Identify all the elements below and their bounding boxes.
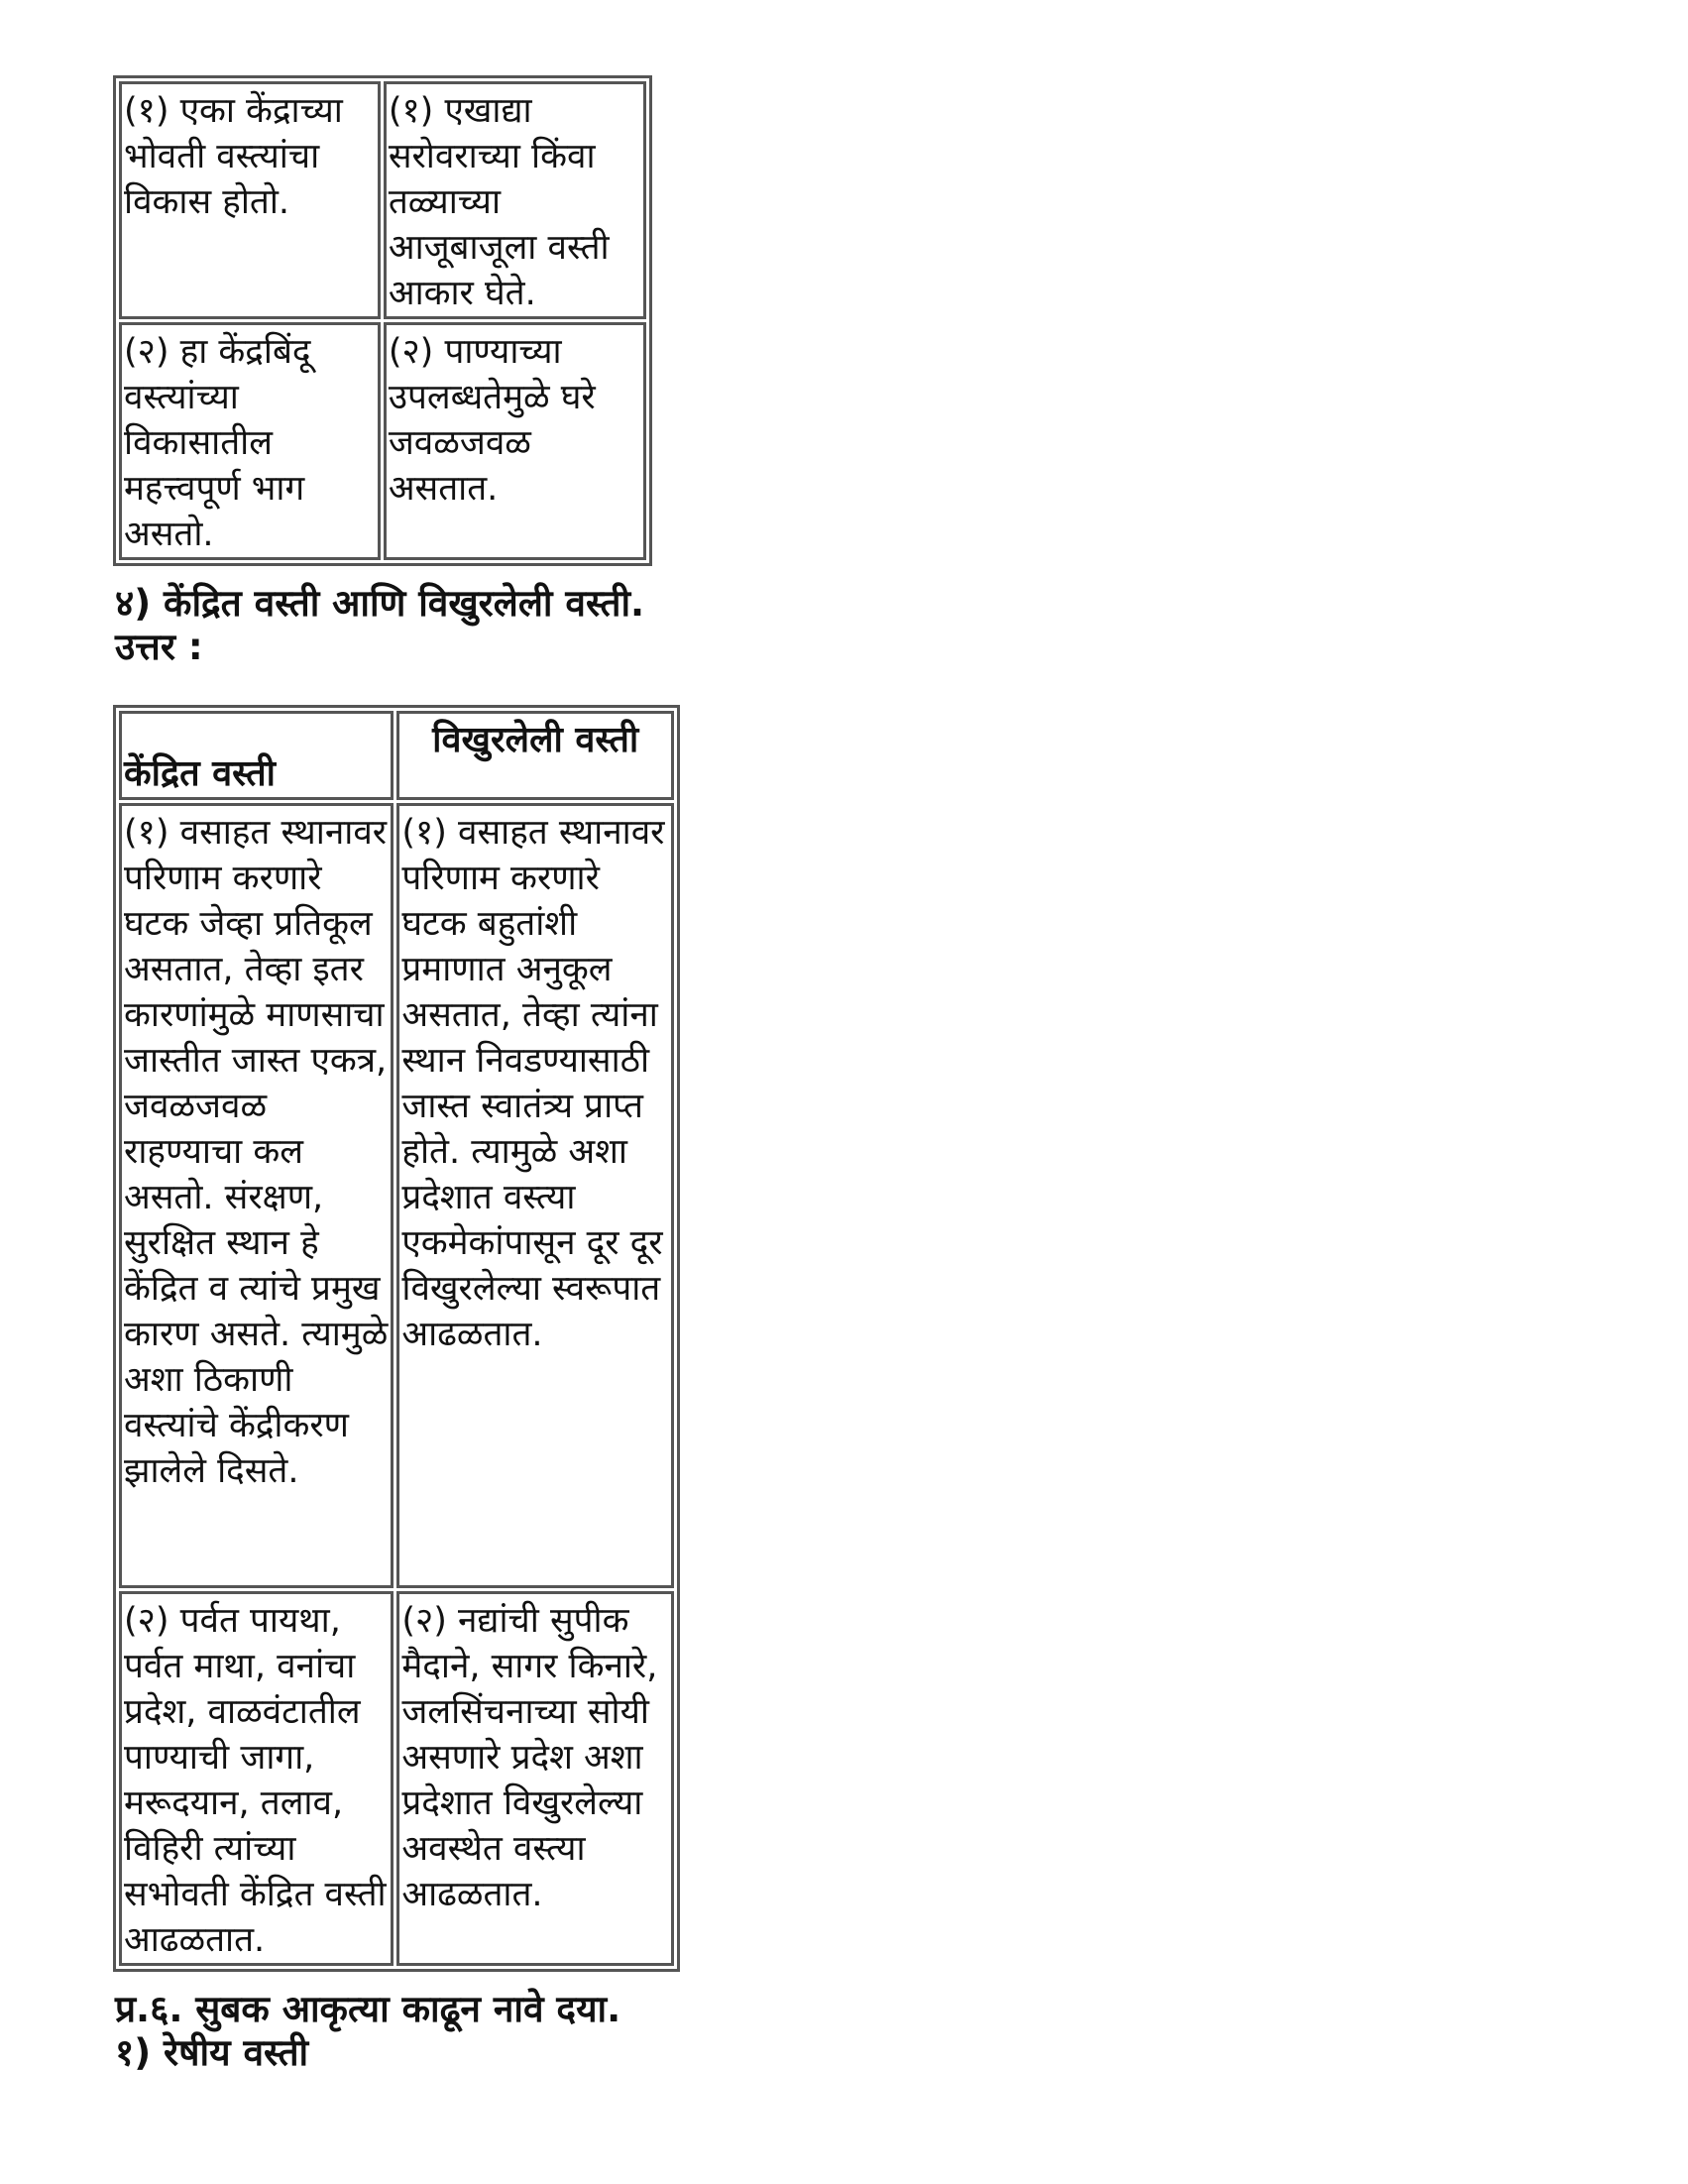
table-cell: (२) पाण्याच्या उपलब्धतेमुळे घरे जवळजवळ असतात. — [384, 322, 646, 560]
table-cell: (१) वसाहत स्थानावर परिणाम करणारे घटक बहुतांशी प्रमाणात अनुकूल असतात, तेव्हा त्यांना स्थान निवडण्यासाठी जास्त स्वातंत्र्य प्राप्त होते. त्यामुळे अशा प्रदेशात वस्त्या एकमेकांपासून दूर दूर विखुरलेल्या स्वरूपात आढळतात. — [396, 803, 674, 1588]
table-header-row — [119, 711, 674, 800]
table-compact-vs-dispersed — [113, 705, 680, 1972]
answer-label: उत्तर : — [115, 626, 203, 668]
table-cell: (२) हा केंद्रबिंदू वस्त्यांच्या विकासातील महत्त्वपूर्ण भाग असतो. — [119, 322, 381, 560]
table-cell: (१) एका केंद्राच्या भोवती वस्त्यांचा विकास होतो. — [119, 81, 381, 319]
table-cell: (२) नद्यांची सुपीक मैदाने, सागर किनारे, जलसिंचनाच्या सोयी असणारे प्रदेश अशा प्रदेशात विखुरलेल्या अवस्थेत वस्त्या आढळतात. — [396, 1591, 674, 1966]
column-header-dispersed: विखुरलेली वस्ती — [396, 711, 674, 800]
question-6-title: प्र.६. सुबक आकृत्या काढून नावे दया. — [115, 1988, 621, 2030]
table-row — [119, 322, 646, 560]
table-row — [119, 81, 646, 319]
table-cell: (२) पर्वत पायथा, पर्वत माथा, वनांचा प्रदेश, वाळवंटातील पाण्याची जागा, मरूदयान, तलाव, विहिरी त्यांच्या सभोवती केंद्रित वस्ती आढळतात. — [119, 1591, 394, 1966]
question-6-sub-1: १) रेषीय वस्ती — [115, 2031, 309, 2074]
table-row — [119, 803, 674, 1588]
table-cell: (१) एखाद्या सरोवराच्या किंवा तळ्याच्या आजूबाजूला वस्ती आकार घेते. — [384, 81, 646, 319]
table-cell: (१) वसाहत स्थानावर परिणाम करणारे घटक जेव्हा प्रतिकूल असतात, तेव्हा इतर कारणांमुळे माणसाचा जास्तीत जास्त एकत्र, जवळजवळ राहण्याचा कल असतो. संरक्षण, सुरक्षित स्थान हे केंद्रित व त्यांचे प्रमुख कारण असते. त्यामुळे अशा ठिकाणी वस्त्यांचे केंद्रीकरण झालेले दिसते. — [119, 803, 394, 1588]
table-compact-settlement-continued — [113, 75, 652, 566]
question-4-title: ४) केंद्रित वस्ती आणि विखुरलेली वस्ती. — [115, 582, 645, 625]
column-header-compact: केंद्रित वस्ती — [119, 711, 394, 800]
table-row — [119, 1591, 674, 1966]
